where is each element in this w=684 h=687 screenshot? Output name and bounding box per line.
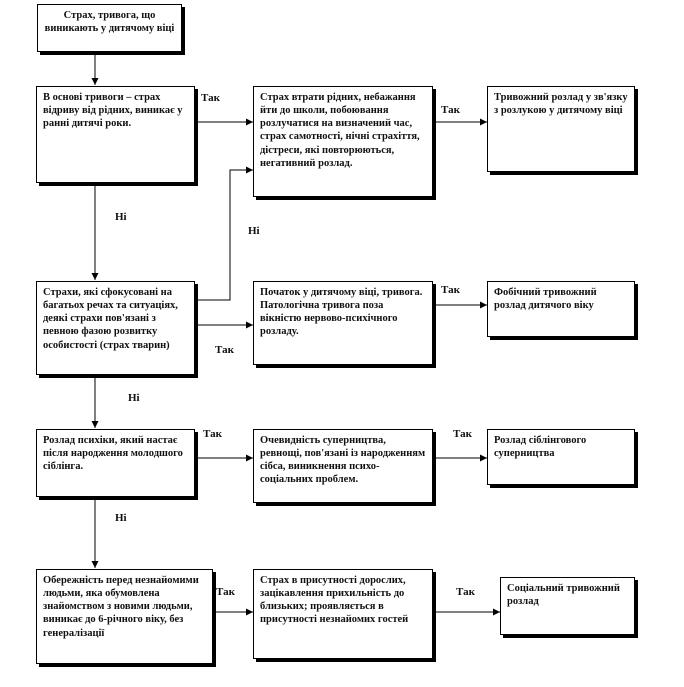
node-s2: Початок у дитячому віці, тривога. Патологічна тривога поза вікністю нервово-психічного розладу. xyxy=(253,281,433,365)
node-q2: Страхи, які сфокусовані на багатьох речах та ситуаціях, деякі страхи пов'язані з певною фазою розвитку особистості (страх тварин) xyxy=(36,281,195,375)
label-yes-q4: Так xyxy=(216,586,235,598)
node-q3: Розлад психіки, який настає після народження молодшого сіблінга. xyxy=(36,429,195,497)
label-yes-q1: Так xyxy=(201,92,220,104)
node-r3: Розлад сіблінгового суперництва xyxy=(487,429,635,485)
node-s4: Страх в присутності дорослих, зацікавлення прихильність до близьких; проявляється в присутності незнайомих гостей xyxy=(253,569,433,659)
label-yes-s2: Так xyxy=(441,284,460,296)
arrow-q2-s1 xyxy=(195,170,253,300)
label-no-q2: Ні xyxy=(128,392,140,404)
node-q4: Обережність перед незнайомими людьми, яка обумовлена знайомством з новими людьми, виникає до 6-річного віку, без генералізації xyxy=(36,569,213,664)
label-yes-q3: Так xyxy=(203,428,222,440)
node-q1: В основі тривоги – страх відриву від рідних, виникає у ранні дитячі роки. xyxy=(36,86,195,183)
label-yes-s1: Так xyxy=(441,104,460,116)
node-start: Страх, тривога, що виникають у дитячому віці xyxy=(37,4,182,52)
label-yes-s4: Так xyxy=(456,586,475,598)
node-r1: Тривожний розлад у зв'язку з розлукою у дитячому віці xyxy=(487,86,635,172)
node-s3: Очевидність суперництва, ревнощі, пов'язані із народженням сібса, виникнення психо-соціальних проблем. xyxy=(253,429,433,503)
node-r4: Соціальний тривожний розлад xyxy=(500,577,635,635)
node-s1: Страх втрати рідних, небажання йти до школи, побоювання розлучатися на визначений час, страх самотності, нічні страхіття, дістреси, які повторюються, негативний розлад. xyxy=(253,86,433,197)
label-yes-q2: Так xyxy=(215,344,234,356)
node-r2: Фобічний тривожний розлад дитячого віку xyxy=(487,281,635,337)
label-yes-s3: Так xyxy=(453,428,472,440)
label-no-q2-s1: Ні xyxy=(248,225,260,237)
label-no-q1: Ні xyxy=(115,211,127,223)
label-no-q3: Ні xyxy=(115,512,127,524)
